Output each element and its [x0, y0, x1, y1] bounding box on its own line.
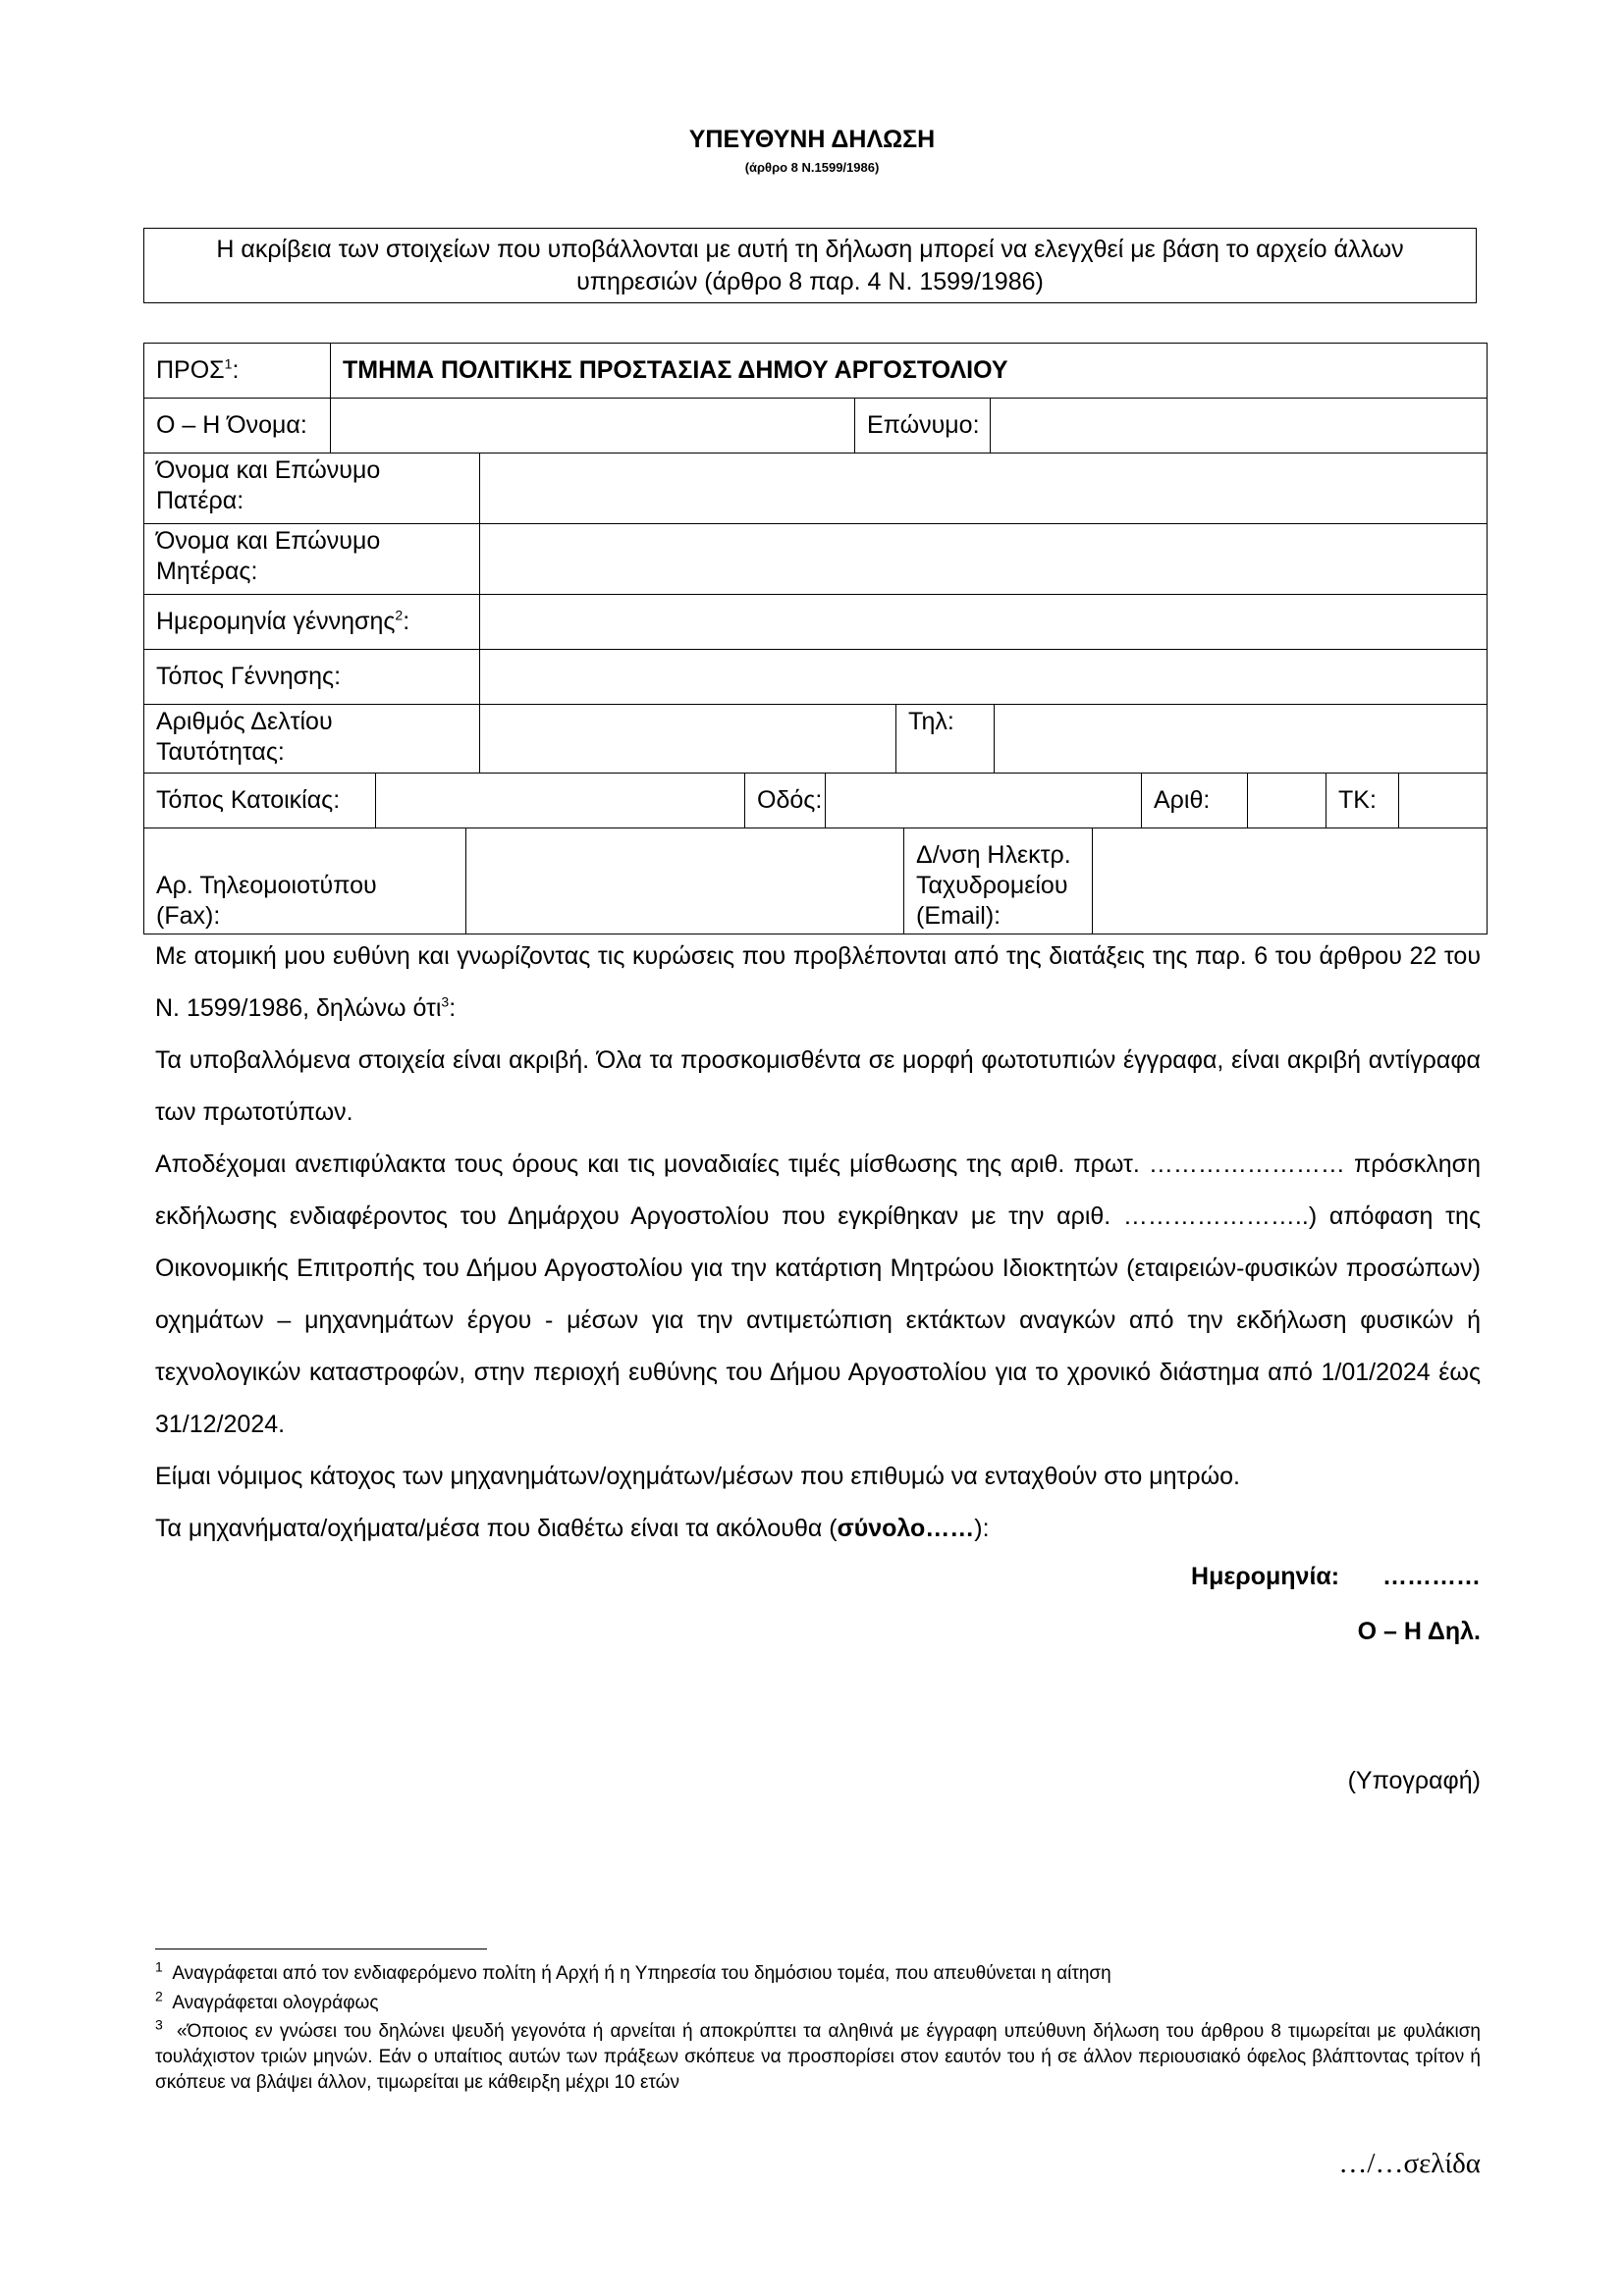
residence-label: Τόπος Κατοικίας:	[144, 774, 376, 828]
date-value: …………	[1382, 1563, 1481, 1590]
number-label: Αριθ:	[1142, 774, 1248, 828]
document-title: ΥΠΕΥΘΥΝΗ ΔΗΛΩΣΗ	[688, 126, 936, 153]
id-label: Αριθμός Δελτίου Ταυτότητας:	[144, 705, 480, 774]
mother-label: Όνομα και Επώνυμο Μητέρας:	[144, 524, 480, 595]
pob-label: Τόπος Γέννησης:	[144, 650, 480, 705]
declaration-acceptance: Αποδέχομαι ανεπιφύλακτα τους όρους και τις μοναδιαίες τιμές μίσθωσης της αριθ. πρωτ. …………………… πρόσκληση εκδήλωσης ενδιαφέροντος του Δημάρχου Αργοστολίου που εγκρίθηκαν με την αριθ. …………………..) απόφαση της Οικονομικής Επιτροπής του Δήμου Αργοστολίου για την κατάρτιση Μητρώου Ιδιοκτητών (εταιρειών-φυσικών προσώπων) οχημάτων – μηχανημάτων έργου - μέσων για την αντιμετώπιση εκτάκτων αναγκών από την εκδήλωση φυσικών ή τεχνολογικών καταστροφών, στην περιοχή ευθύνης του Δήμου Αργοστολίου για το χρονικό διάστημα από 1/01/2024 έως 31/12/2024.	[155, 1150, 1481, 1438]
name-field[interactable]	[331, 399, 855, 454]
surname-field[interactable]	[991, 399, 1488, 454]
mother-field[interactable]	[480, 524, 1488, 595]
date-line	[1191, 1563, 1481, 1591]
to-label: ΠΡΟΣ$^1$:	[144, 344, 331, 399]
declaration-ownership: Είμαι νόμιμος κάτοχος των μηχανημάτων/οχημάτων/μέσων που επιθυμώ να ενταχθούν στο μητρώο.	[155, 1463, 1240, 1490]
declarant-label: Ο – Η Δηλ.	[1357, 1618, 1481, 1645]
street-field[interactable]	[826, 774, 1142, 828]
residence-table	[143, 773, 1488, 828]
accuracy-notice	[143, 228, 1477, 303]
notice-line-1: Η ακρίβεια των στοιχείων που υποβάλλονται με αυτή τη δήλωση μπορεί να ελεγχθεί με βάση το αρχείο άλλων	[216, 236, 1404, 263]
phone-field[interactable]	[995, 705, 1488, 774]
zip-label: ΤΚ:	[1326, 774, 1399, 828]
personal-details-table	[143, 453, 1488, 774]
fax-label: Αρ. Τηλεομοιοτύπου (Fax):	[144, 828, 466, 934]
dob-field[interactable]	[480, 595, 1488, 650]
phone-label: Τηλ:	[896, 705, 995, 774]
declaration-equipment: Τα μηχανήματα/οχήματα/μέσα που διαθέτω είναι τα ακόλουθα (σύνολο……):	[155, 1515, 990, 1542]
to-value: ΤΜΗΜΑ ΠΟΛΙΤΙΚΗΣ ΠΡΟΣΤΑΣΙΑΣ ΔΗΜΟΥ ΑΡΓΟΣΤΟΛΙΟΥ	[331, 344, 1488, 399]
father-field[interactable]	[480, 454, 1488, 524]
recipient-name-table	[143, 343, 1488, 454]
footnote-1: $^1$ Αναγράφεται από τον ενδιαφερόμενο πολίτη ή Αρχή ή η Υπηρεσία του δημόσιου τομέα, που απευθύνεται η αίτηση	[155, 1958, 1111, 1984]
notice-line-2: υπηρεσιών (άρθρο 8 παρ. 4 Ν. 1599/1986)	[576, 268, 1044, 295]
id-field[interactable]	[480, 705, 896, 774]
contact-table	[143, 828, 1488, 934]
residence-field[interactable]	[376, 774, 745, 828]
dob-label: Ημερομηνία γέννησης$^2$:	[144, 595, 480, 650]
zip-field[interactable]	[1399, 774, 1488, 828]
pob-field[interactable]	[480, 650, 1488, 705]
father-label: Όνομα και Επώνυμο Πατέρα:	[144, 454, 480, 524]
number-field[interactable]	[1248, 774, 1326, 828]
street-label: Οδός:	[745, 774, 826, 828]
declaration-intro: Με ατομική μου ευθύνη και γνωρίζοντας τις κυρώσεις που προβλέπονται από της διατάξεις της παρ. 6 του άρθρου 22 του Ν. 1599/1986, δηλώνω ότι$^3$:	[155, 942, 1481, 1022]
footnote-3: $^3$ «Όποιος εν γνώσει του δηλώνει ψευδή γεγονότα ή αρνείται ή αποκρύπτει τα αληθινά με έγγραφη υπεύθυνη δήλωση του άρθρου 8 τιμωρείται με φυλάκιση τουλάχιστον τριών μηνών. Εάν ο υπαίτιος αυτών των πράξεων σκόπευε να προσπορίσει στον εαυτόν του ή σε άλλον περιουσιακό όφελος βλάπτοντας τρίτον ή σκόπευε να βλάψει άλλον, τιμωρείται με κάθειρξη μέχρι 10 ετών	[155, 2016, 1481, 2093]
name-label: Ο – Η Όνομα:	[144, 399, 331, 454]
document-subtitle: (άρθρο 8 Ν.1599/1986)	[744, 160, 880, 175]
date-label: Ημερομηνία:	[1191, 1563, 1340, 1590]
signature-label: (Υπογραφή)	[1347, 1767, 1481, 1794]
fax-field[interactable]	[466, 828, 904, 934]
surname-label: Επώνυμο:	[855, 399, 991, 454]
declaration-accuracy: Τα υποβαλλόμενα στοιχεία είναι ακριβή. Όλα τα προσκομισθέντα σε μορφή φωτοτυπιών έγγραφα, είναι ακριβή αντίγραφα των πρωτοτύπων.	[155, 1046, 1481, 1126]
footnote-2: $^2$ Αναγράφεται ολογράφως	[155, 1988, 379, 2013]
email-field[interactable]	[1093, 828, 1488, 934]
email-label: Δ/νση Ηλεκτρ. Ταχυδρομείου (Email):	[904, 828, 1093, 934]
page-indicator: …/…σελίδα	[1338, 2148, 1481, 2179]
